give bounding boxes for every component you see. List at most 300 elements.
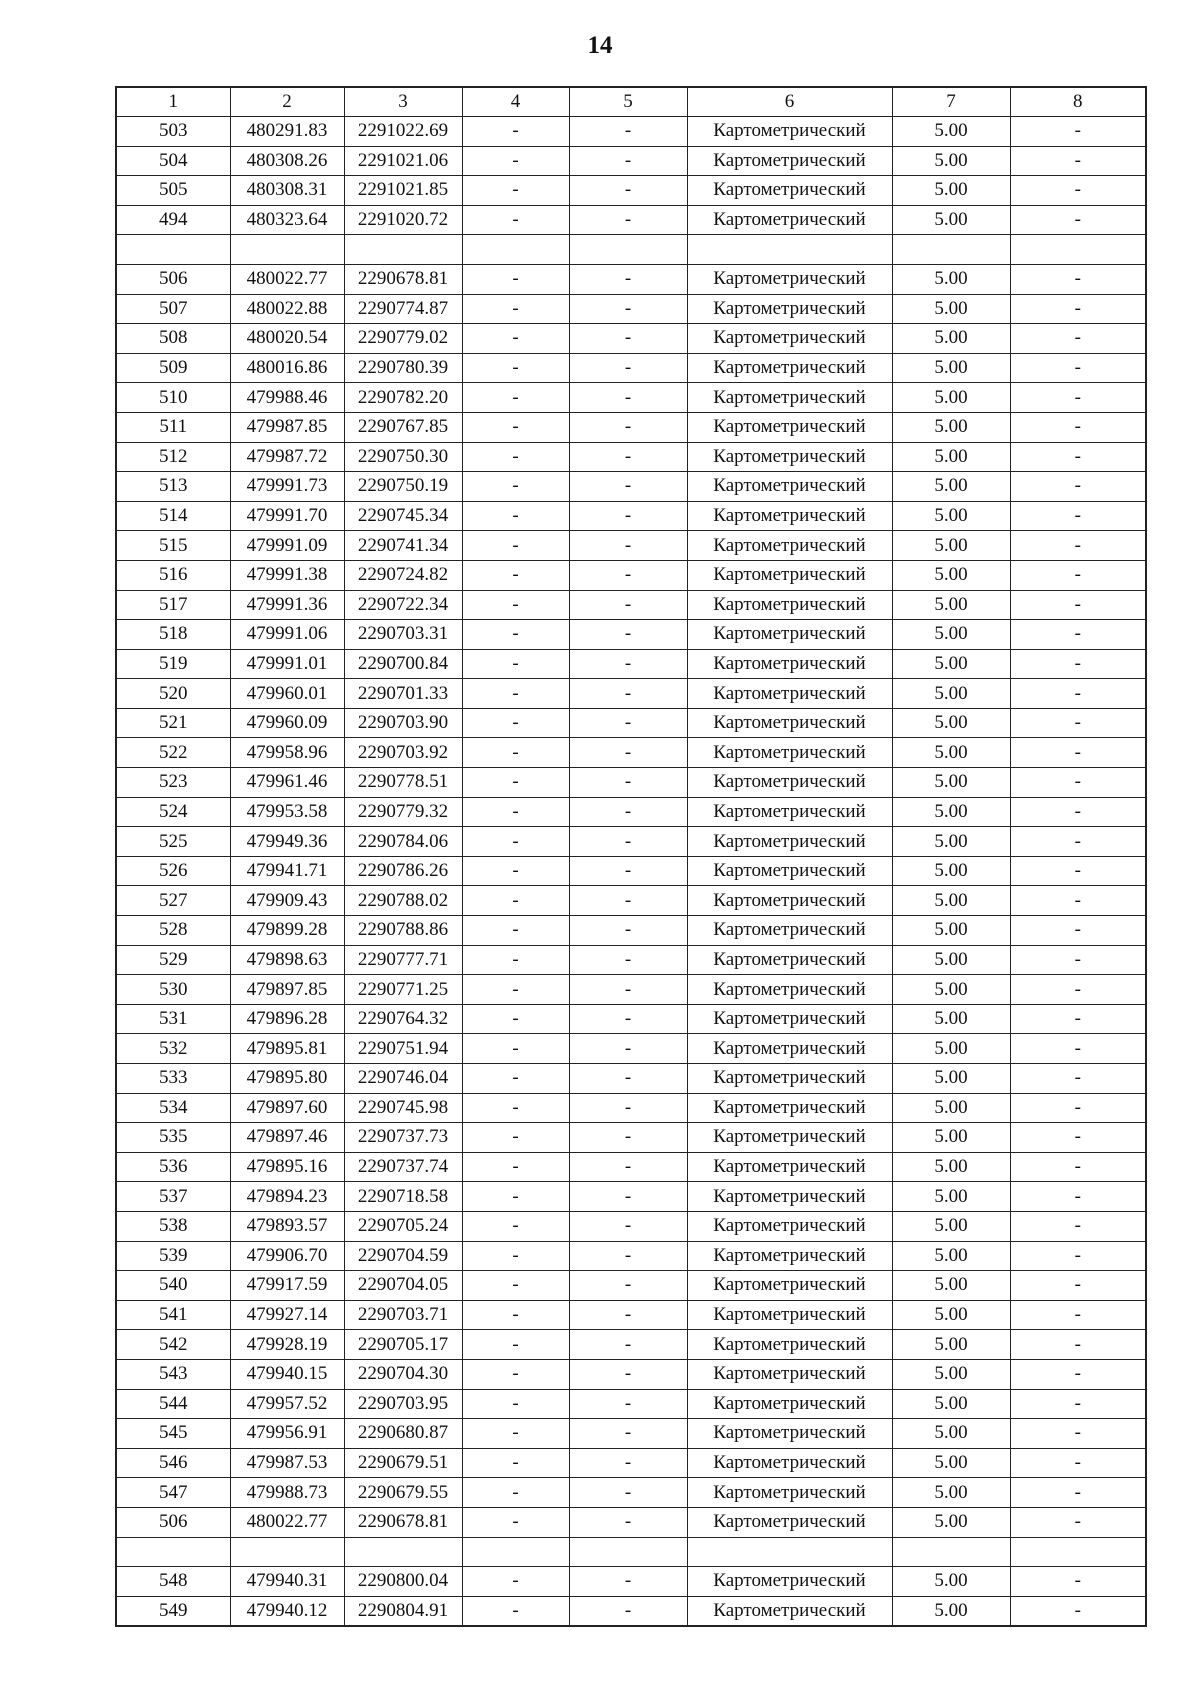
table-cell: - bbox=[1010, 1123, 1146, 1153]
table-cell: - bbox=[462, 1567, 569, 1597]
table-cell: 534 bbox=[116, 1093, 230, 1123]
table-cell: - bbox=[569, 383, 687, 413]
table-cell: - bbox=[569, 1596, 687, 1626]
table-cell: 2290777.71 bbox=[344, 945, 462, 975]
table-cell: - bbox=[1010, 945, 1146, 975]
table-cell: - bbox=[462, 590, 569, 620]
table-cell: Картометрический bbox=[687, 1567, 892, 1597]
table-cell: 5.00 bbox=[892, 294, 1010, 324]
table-cell: 5.00 bbox=[892, 501, 1010, 531]
table-cell: 528 bbox=[116, 916, 230, 946]
table-cell: - bbox=[1010, 1300, 1146, 1330]
table-cell: Картометрический bbox=[687, 856, 892, 886]
table-cell: - bbox=[462, 205, 569, 235]
table-cell: 479895.80 bbox=[230, 1064, 344, 1094]
table-cell: 5.00 bbox=[892, 383, 1010, 413]
table-row bbox=[116, 1507, 1146, 1537]
table-cell: 536 bbox=[116, 1152, 230, 1182]
table-cell: Картометрический bbox=[687, 1596, 892, 1626]
table-cell: 479927.14 bbox=[230, 1300, 344, 1330]
table-cell: - bbox=[462, 1596, 569, 1626]
table-cell: 2290737.73 bbox=[344, 1123, 462, 1153]
table-cell: - bbox=[462, 1271, 569, 1301]
table-cell: 2290750.19 bbox=[344, 472, 462, 502]
table-cell: Картометрический bbox=[687, 1271, 892, 1301]
table-cell: 2290703.90 bbox=[344, 708, 462, 738]
table-cell: 520 bbox=[116, 679, 230, 709]
table-cell: 2290700.84 bbox=[344, 649, 462, 679]
table-cell bbox=[230, 1537, 344, 1567]
table-cell: - bbox=[569, 117, 687, 147]
table-cell: Картометрический bbox=[687, 679, 892, 709]
table-cell: 479899.28 bbox=[230, 916, 344, 946]
column-header: 5 bbox=[569, 87, 687, 117]
table-cell: - bbox=[569, 442, 687, 472]
table-cell: 5.00 bbox=[892, 1123, 1010, 1153]
table-cell: - bbox=[569, 916, 687, 946]
table-cell: - bbox=[462, 1211, 569, 1241]
table-cell: Картометрический bbox=[687, 1419, 892, 1449]
table-cell: 2291020.72 bbox=[344, 205, 462, 235]
table-cell: 522 bbox=[116, 738, 230, 768]
table-cell bbox=[230, 235, 344, 265]
table-cell: 479957.52 bbox=[230, 1389, 344, 1419]
table-cell: 479960.01 bbox=[230, 679, 344, 709]
table-row bbox=[116, 531, 1146, 561]
table-cell: 479897.46 bbox=[230, 1123, 344, 1153]
table-cell: 535 bbox=[116, 1123, 230, 1153]
table-row bbox=[116, 1064, 1146, 1094]
table-cell: 5.00 bbox=[892, 916, 1010, 946]
table-cell: - bbox=[1010, 738, 1146, 768]
table-cell: 5.00 bbox=[892, 1389, 1010, 1419]
table-cell: 5.00 bbox=[892, 649, 1010, 679]
table-cell: - bbox=[462, 975, 569, 1005]
table-cell: - bbox=[462, 1507, 569, 1537]
table-cell: - bbox=[569, 856, 687, 886]
table-row bbox=[116, 1241, 1146, 1271]
table-cell: Картометрический bbox=[687, 472, 892, 502]
table-cell bbox=[892, 235, 1010, 265]
table-cell: - bbox=[1010, 294, 1146, 324]
table-cell: - bbox=[569, 501, 687, 531]
table-cell: - bbox=[462, 1359, 569, 1389]
table-cell: 479940.31 bbox=[230, 1567, 344, 1597]
table-cell: 494 bbox=[116, 205, 230, 235]
table-cell: - bbox=[462, 1123, 569, 1153]
table-row bbox=[116, 1478, 1146, 1508]
table-cell: Картометрический bbox=[687, 412, 892, 442]
table-cell: - bbox=[569, 708, 687, 738]
table-cell: - bbox=[1010, 146, 1146, 176]
table-cell: 5.00 bbox=[892, 620, 1010, 650]
table-cell: 509 bbox=[116, 353, 230, 383]
table-cell: 507 bbox=[116, 294, 230, 324]
table-cell: 5.00 bbox=[892, 1004, 1010, 1034]
table-cell: 531 bbox=[116, 1004, 230, 1034]
table-cell: 504 bbox=[116, 146, 230, 176]
table-cell: 2290750.30 bbox=[344, 442, 462, 472]
table-cell: Картометрический bbox=[687, 1507, 892, 1537]
table-cell bbox=[462, 235, 569, 265]
table-cell: 2290778.51 bbox=[344, 768, 462, 798]
table-cell: 479988.46 bbox=[230, 383, 344, 413]
table-cell: - bbox=[1010, 176, 1146, 206]
table-cell: 479896.28 bbox=[230, 1004, 344, 1034]
table-cell: - bbox=[569, 945, 687, 975]
table-cell: 526 bbox=[116, 856, 230, 886]
table-cell: 503 bbox=[116, 117, 230, 147]
table-cell: - bbox=[569, 1389, 687, 1419]
table-cell: 5.00 bbox=[892, 324, 1010, 354]
table-cell: - bbox=[1010, 590, 1146, 620]
table-cell: - bbox=[569, 1093, 687, 1123]
column-header: 3 bbox=[344, 87, 462, 117]
table-cell: - bbox=[1010, 1271, 1146, 1301]
table-cell: - bbox=[462, 531, 569, 561]
table-row bbox=[116, 1359, 1146, 1389]
table-body bbox=[116, 117, 1146, 1627]
table-cell: - bbox=[569, 1567, 687, 1597]
table-header-row bbox=[116, 87, 1146, 117]
table-cell: - bbox=[1010, 205, 1146, 235]
table-cell: 533 bbox=[116, 1064, 230, 1094]
table-cell: Картометрический bbox=[687, 176, 892, 206]
table-cell: - bbox=[462, 1478, 569, 1508]
table-row bbox=[116, 1271, 1146, 1301]
table-cell: Картометрический bbox=[687, 146, 892, 176]
page-number: 14 bbox=[587, 32, 613, 59]
table-cell: 2290704.59 bbox=[344, 1241, 462, 1271]
table-cell: 479958.96 bbox=[230, 738, 344, 768]
table-cell: 2290701.33 bbox=[344, 679, 462, 709]
table-cell: 5.00 bbox=[892, 264, 1010, 294]
table-cell: 479991.70 bbox=[230, 501, 344, 531]
table-cell: 5.00 bbox=[892, 205, 1010, 235]
table-cell: - bbox=[1010, 412, 1146, 442]
table-cell: 2290779.32 bbox=[344, 797, 462, 827]
table-cell: 5.00 bbox=[892, 1152, 1010, 1182]
table-cell bbox=[1010, 235, 1146, 265]
table-row bbox=[116, 1300, 1146, 1330]
table-cell: 549 bbox=[116, 1596, 230, 1626]
table-cell: 548 bbox=[116, 1567, 230, 1597]
column-header: 8 bbox=[1010, 87, 1146, 117]
table-cell: - bbox=[1010, 472, 1146, 502]
table-cell: 2290804.91 bbox=[344, 1596, 462, 1626]
table-cell: 521 bbox=[116, 708, 230, 738]
table-cell: - bbox=[1010, 442, 1146, 472]
table-cell: Картометрический bbox=[687, 797, 892, 827]
table-cell bbox=[892, 1537, 1010, 1567]
table-cell: 510 bbox=[116, 383, 230, 413]
table-cell: 2290788.86 bbox=[344, 916, 462, 946]
table-cell: - bbox=[462, 827, 569, 857]
table-cell: Картометрический bbox=[687, 294, 892, 324]
table-cell: - bbox=[1010, 679, 1146, 709]
table-cell: - bbox=[1010, 797, 1146, 827]
table-cell: 2290704.05 bbox=[344, 1271, 462, 1301]
table-cell: Картометрический bbox=[687, 708, 892, 738]
table-cell: Картометрический bbox=[687, 1093, 892, 1123]
table-cell: 5.00 bbox=[892, 590, 1010, 620]
table-cell: 2290703.31 bbox=[344, 620, 462, 650]
table-cell: 479906.70 bbox=[230, 1241, 344, 1271]
table-cell: - bbox=[1010, 1389, 1146, 1419]
table-cell bbox=[344, 1537, 462, 1567]
table-row bbox=[116, 146, 1146, 176]
table-cell: 512 bbox=[116, 442, 230, 472]
table-cell: 479988.73 bbox=[230, 1478, 344, 1508]
table-cell: - bbox=[569, 1034, 687, 1064]
table-cell: 5.00 bbox=[892, 176, 1010, 206]
table-cell: - bbox=[462, 945, 569, 975]
table-cell: Картометрический bbox=[687, 649, 892, 679]
table-cell: Картометрический bbox=[687, 1034, 892, 1064]
table-cell: - bbox=[462, 353, 569, 383]
table-cell: - bbox=[1010, 383, 1146, 413]
table-cell: Картометрический bbox=[687, 1064, 892, 1094]
table-cell: - bbox=[569, 531, 687, 561]
table-cell: - bbox=[569, 1211, 687, 1241]
table-cell: 2290703.71 bbox=[344, 1300, 462, 1330]
table-cell: - bbox=[1010, 708, 1146, 738]
table-cell: - bbox=[462, 620, 569, 650]
table-row bbox=[116, 1567, 1146, 1597]
table-cell: 5.00 bbox=[892, 768, 1010, 798]
table-cell bbox=[344, 235, 462, 265]
table-cell: - bbox=[462, 916, 569, 946]
table-cell: - bbox=[569, 324, 687, 354]
table-cell: Картометрический bbox=[687, 1211, 892, 1241]
table-cell: 2290703.92 bbox=[344, 738, 462, 768]
table-cell: - bbox=[462, 1241, 569, 1271]
table-cell: - bbox=[1010, 1241, 1146, 1271]
table-cell: - bbox=[569, 679, 687, 709]
table-cell: - bbox=[462, 708, 569, 738]
table-cell: - bbox=[1010, 117, 1146, 147]
table-cell: 2291021.06 bbox=[344, 146, 462, 176]
table-cell: Картометрический bbox=[687, 975, 892, 1005]
table-cell: 532 bbox=[116, 1034, 230, 1064]
table-cell: 480291.83 bbox=[230, 117, 344, 147]
table-cell: - bbox=[1010, 1004, 1146, 1034]
table-cell: - bbox=[569, 797, 687, 827]
table-cell: - bbox=[462, 1300, 569, 1330]
table-cell: - bbox=[1010, 1093, 1146, 1123]
table-cell: 524 bbox=[116, 797, 230, 827]
table-row bbox=[116, 235, 1146, 265]
table-cell: - bbox=[569, 649, 687, 679]
table-cell: 2290774.87 bbox=[344, 294, 462, 324]
table-cell: - bbox=[1010, 1419, 1146, 1449]
table-cell: Картометрический bbox=[687, 205, 892, 235]
table-row bbox=[116, 1211, 1146, 1241]
table-row bbox=[116, 324, 1146, 354]
table-cell: 479991.09 bbox=[230, 531, 344, 561]
table-cell: 479953.58 bbox=[230, 797, 344, 827]
table-cell: 480323.64 bbox=[230, 205, 344, 235]
table-cell: 5.00 bbox=[892, 412, 1010, 442]
table-cell: Картометрический bbox=[687, 620, 892, 650]
table-cell: 480308.26 bbox=[230, 146, 344, 176]
table-cell: 479987.72 bbox=[230, 442, 344, 472]
table-cell: 2290746.04 bbox=[344, 1064, 462, 1094]
column-header: 6 bbox=[687, 87, 892, 117]
table-row bbox=[116, 117, 1146, 147]
table-cell: - bbox=[569, 560, 687, 590]
table-cell: - bbox=[1010, 1152, 1146, 1182]
table-cell: Картометрический bbox=[687, 1182, 892, 1212]
table-cell: - bbox=[569, 1419, 687, 1449]
table-cell bbox=[687, 1537, 892, 1567]
table-cell: 543 bbox=[116, 1359, 230, 1389]
table-cell: 5.00 bbox=[892, 1182, 1010, 1212]
table-cell: 5.00 bbox=[892, 738, 1010, 768]
table-row bbox=[116, 916, 1146, 946]
table-cell: Картометрический bbox=[687, 264, 892, 294]
table-cell: - bbox=[569, 1507, 687, 1537]
table-cell: - bbox=[1010, 856, 1146, 886]
table-cell: 480022.77 bbox=[230, 1507, 344, 1537]
table-row bbox=[116, 353, 1146, 383]
table-row bbox=[116, 590, 1146, 620]
table-cell: 506 bbox=[116, 264, 230, 294]
table-cell: Картометрический bbox=[687, 531, 892, 561]
table-cell: - bbox=[1010, 768, 1146, 798]
table-cell: 5.00 bbox=[892, 1330, 1010, 1360]
table-cell: 2290718.58 bbox=[344, 1182, 462, 1212]
table-cell: - bbox=[569, 1300, 687, 1330]
table-row bbox=[116, 1093, 1146, 1123]
table-cell: Картометрический bbox=[687, 1359, 892, 1389]
table-cell: Картометрический bbox=[687, 827, 892, 857]
table-cell: 480022.88 bbox=[230, 294, 344, 324]
table-cell: 5.00 bbox=[892, 1478, 1010, 1508]
table-cell: - bbox=[569, 738, 687, 768]
table-cell: - bbox=[462, 442, 569, 472]
table-row bbox=[116, 886, 1146, 916]
table-cell: 479895.16 bbox=[230, 1152, 344, 1182]
table-cell: - bbox=[569, 294, 687, 324]
table-cell bbox=[116, 235, 230, 265]
table-cell: 479961.46 bbox=[230, 768, 344, 798]
table-row bbox=[116, 1004, 1146, 1034]
table-row bbox=[116, 1330, 1146, 1360]
table-cell: 527 bbox=[116, 886, 230, 916]
table-cell: 479960.09 bbox=[230, 708, 344, 738]
table-row bbox=[116, 442, 1146, 472]
table-cell: Картометрический bbox=[687, 324, 892, 354]
table-cell: 506 bbox=[116, 1507, 230, 1537]
table-cell: 523 bbox=[116, 768, 230, 798]
table-cell: - bbox=[1010, 1211, 1146, 1241]
table-cell: - bbox=[462, 1093, 569, 1123]
table-cell: - bbox=[462, 679, 569, 709]
table-cell: 541 bbox=[116, 1300, 230, 1330]
table-cell: - bbox=[569, 1123, 687, 1153]
table-cell: - bbox=[462, 501, 569, 531]
table-cell: - bbox=[462, 649, 569, 679]
table-cell: 2290737.74 bbox=[344, 1152, 462, 1182]
table-cell: 544 bbox=[116, 1389, 230, 1419]
table-cell: - bbox=[462, 1034, 569, 1064]
table-cell: 2290678.81 bbox=[344, 264, 462, 294]
table-row bbox=[116, 1152, 1146, 1182]
table-cell: - bbox=[569, 975, 687, 1005]
table-cell: Картометрический bbox=[687, 1300, 892, 1330]
table-cell: Картометрический bbox=[687, 1123, 892, 1153]
table-cell: - bbox=[462, 472, 569, 502]
table-cell: Картометрический bbox=[687, 945, 892, 975]
table-cell: - bbox=[462, 146, 569, 176]
table-cell: - bbox=[569, 1448, 687, 1478]
table-cell: - bbox=[569, 1241, 687, 1271]
table-cell: - bbox=[569, 1478, 687, 1508]
table-cell: 5.00 bbox=[892, 856, 1010, 886]
table-cell: 2290786.26 bbox=[344, 856, 462, 886]
table-cell: 5.00 bbox=[892, 1093, 1010, 1123]
table-row bbox=[116, 560, 1146, 590]
table-cell: - bbox=[569, 1152, 687, 1182]
table-cell: Картометрический bbox=[687, 590, 892, 620]
table-cell: 479940.15 bbox=[230, 1359, 344, 1389]
column-header: 1 bbox=[116, 87, 230, 117]
table-cell: - bbox=[1010, 827, 1146, 857]
table-cell: 2290751.94 bbox=[344, 1034, 462, 1064]
table-cell: 2290705.24 bbox=[344, 1211, 462, 1241]
table-cell: 511 bbox=[116, 412, 230, 442]
table-cell: 479897.60 bbox=[230, 1093, 344, 1123]
table-cell: Картометрический bbox=[687, 117, 892, 147]
table-cell: - bbox=[462, 738, 569, 768]
table-cell: 479991.06 bbox=[230, 620, 344, 650]
table-cell: - bbox=[569, 1330, 687, 1360]
table-cell: - bbox=[462, 1064, 569, 1094]
table-cell: Картометрический bbox=[687, 1330, 892, 1360]
table-cell: Картометрический bbox=[687, 442, 892, 472]
table-cell: 2290784.06 bbox=[344, 827, 462, 857]
column-header: 2 bbox=[230, 87, 344, 117]
table-cell: 2290779.02 bbox=[344, 324, 462, 354]
table-cell: 480022.77 bbox=[230, 264, 344, 294]
table-row bbox=[116, 294, 1146, 324]
column-header: 7 bbox=[892, 87, 1010, 117]
table-cell: 479917.59 bbox=[230, 1271, 344, 1301]
table-cell: Картометрический bbox=[687, 560, 892, 590]
table-cell: - bbox=[462, 856, 569, 886]
table-cell: 546 bbox=[116, 1448, 230, 1478]
table-cell: 2290722.34 bbox=[344, 590, 462, 620]
table-cell: 547 bbox=[116, 1478, 230, 1508]
table-row bbox=[116, 768, 1146, 798]
table-cell: - bbox=[462, 886, 569, 916]
table-cell: 5.00 bbox=[892, 1567, 1010, 1597]
table-cell: - bbox=[462, 264, 569, 294]
table-row bbox=[116, 383, 1146, 413]
table-cell: 479991.36 bbox=[230, 590, 344, 620]
table-cell: - bbox=[462, 1004, 569, 1034]
table-cell: 517 bbox=[116, 590, 230, 620]
table-cell: - bbox=[1010, 620, 1146, 650]
table-cell: - bbox=[1010, 1182, 1146, 1212]
table-cell: 479909.43 bbox=[230, 886, 344, 916]
table-cell: 2290767.85 bbox=[344, 412, 462, 442]
table-cell: - bbox=[462, 1448, 569, 1478]
table-cell: - bbox=[462, 797, 569, 827]
table-cell: 2290788.02 bbox=[344, 886, 462, 916]
table-row bbox=[116, 738, 1146, 768]
